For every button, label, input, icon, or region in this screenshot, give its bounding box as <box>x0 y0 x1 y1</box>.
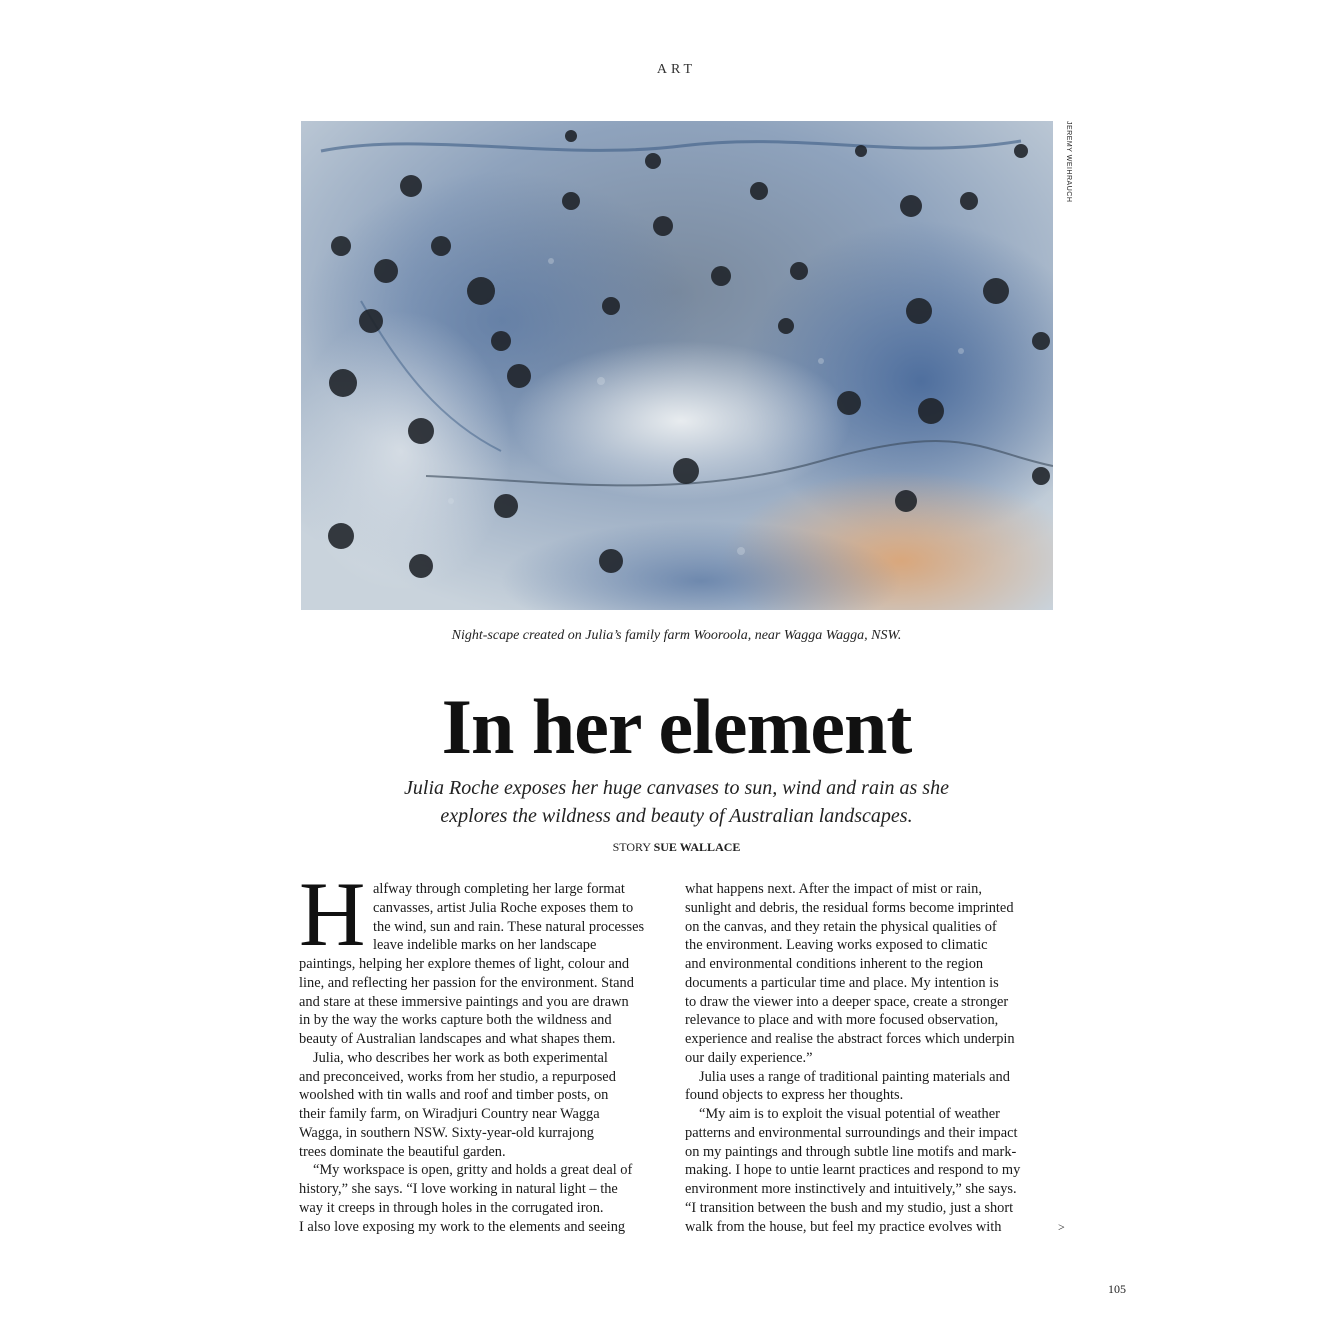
body-line: experience and realise the abstract forces which underpin <box>685 1031 1015 1047</box>
body-line: and stare at these immersive paintings and you are drawn <box>299 993 629 1010</box>
body-line: on the canvas, and they retain the physical qualities of <box>685 918 997 935</box>
body-column-1 <box>299 863 669 1236</box>
standfirst-line: explores the wildness and beauty of Australian landscapes. <box>440 805 913 827</box>
body-line: trees dominate the beautiful garden. <box>299 1143 506 1160</box>
section-label: ART <box>656 62 697 77</box>
body-line: history,” she says. “I love working in natural light – the <box>299 1181 618 1197</box>
byline <box>0 840 1328 855</box>
body-line: “I transition between the bush and my studio, just a short <box>685 1199 1014 1216</box>
body-line: our daily experience.” <box>685 1049 813 1066</box>
headline: In her element <box>441 683 912 770</box>
body-line: Julia uses a range of traditional painting materials and <box>699 1068 1010 1085</box>
body-line: canvasses, artist Julia Roche exposes them to <box>373 899 634 916</box>
body-line: what happens next. After the impact of mist or rain, <box>685 881 982 897</box>
body-line: environment more instinctively and intuitively,” she says. <box>685 1181 1017 1197</box>
standfirst-line: Julia Roche exposes her huge canvases to sun, wind and rain as she <box>404 777 949 799</box>
standfirst <box>0 774 1328 830</box>
body-line: their family farm, on Wiradjuri Country near Wagga <box>299 1106 600 1122</box>
body-line: the wind, sun and rain. These natural processes <box>373 918 645 935</box>
body-line: patterns and environmental surroundings and their impact <box>685 1124 1018 1141</box>
page-number: 105 <box>1108 1282 1126 1296</box>
body-line: Julia, who describes her work as both experimental <box>313 1049 608 1066</box>
body-line: paintings, helping her explore themes of light, colour and <box>299 956 630 972</box>
body-line: beauty of Australian landscapes and what shapes them. <box>299 1031 616 1047</box>
body-line: I also love exposing my work to the elements and seeing <box>299 1218 626 1235</box>
body-line: walk from the house, but feel my practice evolves with <box>685 1218 1002 1235</box>
body-line: on my paintings and through subtle line motifs and mark- <box>685 1143 1017 1160</box>
body-line: in by the way the works capture both the wildness and <box>299 1012 612 1029</box>
body-line: documents a particular time and place. My intention is <box>685 974 999 991</box>
body-line: and preconceived, works from her studio, a repurposed <box>299 1068 616 1085</box>
painting-image <box>301 121 1053 610</box>
image-caption: Night-scape created on Julia’s family farm Wooroola, near Wagga Wagga, NSW. <box>451 628 902 643</box>
body-line: “My aim is to exploit the visual potential of weather <box>699 1106 1000 1122</box>
body-line: “My workspace is open, gritty and holds a great deal of <box>313 1162 633 1179</box>
body-line: alfway through completing her large format <box>373 881 625 897</box>
byline-author: SUE WALLACE <box>653 840 741 854</box>
body-line: Wagga, in southern NSW. Sixty-year-old kurrajong <box>299 1124 594 1141</box>
byline-label: STORY <box>612 840 651 854</box>
body-line: the environment. Leaving works exposed to climatic <box>685 937 988 954</box>
body-line: line, and reflecting her passion for the environment. Stand <box>299 974 634 991</box>
body-line: to draw the viewer into a deeper space, create a stronger <box>685 993 1009 1010</box>
body-line: sunlight and debris, the residual forms become imprinted <box>685 899 1014 916</box>
body-line: woolshed with tin walls and roof and timber posts, on <box>299 1087 609 1104</box>
drop-cap: H <box>299 863 366 965</box>
body-line: relevance to place and with more focused observation, <box>685 1012 999 1029</box>
body-line: found objects to express her thoughts. <box>685 1087 904 1104</box>
body-line: and environmental conditions inherent to the region <box>685 956 984 972</box>
body-line: way it creeps in through holes in the corrugated iron. <box>299 1199 604 1216</box>
continue-arrow-icon: > <box>1058 1220 1065 1234</box>
body-line: making. I hope to untie learnt practices and respond to my <box>685 1162 1021 1179</box>
body-column-2 <box>685 880 1060 1236</box>
body-line: leave indelible marks on her landscape <box>373 937 597 954</box>
photo-credit: JEREMY WEIHRAUCH <box>1065 121 1072 203</box>
